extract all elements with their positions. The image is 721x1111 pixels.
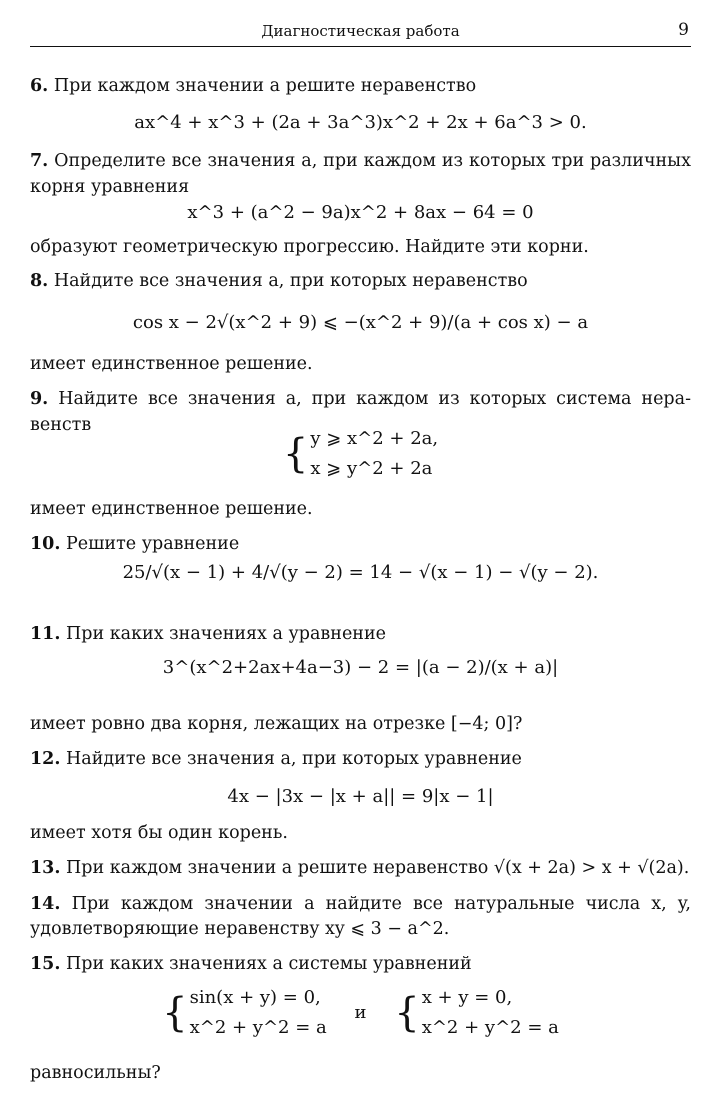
formula-13: √(x + 2a) > x + √(2a). [493,858,690,878]
problem-11 [30,623,386,645]
problem-11-line2: имеет ровно два корня, лежащих на отрезке [−4; 0]? [30,714,523,734]
problem-number: 15. [30,954,61,974]
page-number: 9 [678,20,689,40]
problem-14 [30,893,691,915]
system-line: x ⩾ y^2 + 2a [310,458,433,479]
problem-13 [30,857,689,879]
problem-number: 11. [30,624,61,644]
problem-text: Найдите все значения a, при которых уравнение [66,749,522,769]
system-1-line-2: x^2 + y^2 = a [189,1017,327,1038]
system-2-line-1: x + y = 0, [421,987,513,1008]
problem-12-line2: имеет хотя бы один корень. [30,823,288,843]
formula-12: 4x − |3x − |x + a|| = 9|x − 1| [227,786,494,807]
problem-10 [30,533,239,555]
problem-number: 7. [30,151,49,171]
problem-8 [30,270,528,292]
problem-12 [30,748,522,770]
problem-text: При каждом значении a найдите все натуральные числа x, y, [71,894,691,914]
problem-15 [30,953,472,975]
formula-7: x^3 + (a^2 − 9a)x^2 + 8ax − 64 = 0 [187,202,534,223]
problem-8-line2: имеет единственное решение. [30,354,313,374]
problem-9 [30,388,691,410]
problem-number: 6. [30,76,49,96]
problem-text: Решите уравнение [66,534,240,554]
problem-number: 13. [30,858,61,878]
left-brace: { [282,431,309,477]
problem-9-line3: имеет единственное решение. [30,499,313,519]
formula-6: ax^4 + x^3 + (2a + 3a^3)x^2 + 2x + 6a^3 > 0. [134,112,587,133]
problem-6 [30,75,476,97]
problem-15-line2: равносильны? [30,1063,161,1083]
problem-text: При каких значениях a уравнение [66,624,386,644]
problem-14-line2: удовлетворяющие неравенству xy ⩽ 3 − a^2. [30,919,450,939]
problem-7-line3: образуют геометрическую прогрессию. Найдите эти корни. [30,237,589,257]
formula-8: cos x − 2√(x^2 + 9) ⩽ −(x^2 + 9)/(a + cos x) − a [132,312,589,333]
problem-number: 10. [30,534,61,554]
problem-7 [30,150,691,172]
system-line: y ⩾ x^2 + 2a, [310,428,439,449]
formula-10: 25/√(x − 1) + 4/√(y − 2) = 14 − √(x − 1) − √(y − 2). [122,562,599,583]
problem-text: Найдите все значения a, при каждом из которых система нера- [58,389,691,409]
left-brace: { [162,990,188,1036]
conjunction: и [354,1002,367,1023]
running-header [30,14,691,47]
problem-number: 12. [30,749,61,769]
formula-15 [30,983,691,1043]
problem-text: Найдите все значения a, при которых неравенство [53,271,528,291]
problem-text: При каждом значении a решите неравенство [66,858,489,878]
problem-text: При каких значениях a системы уравнений [66,954,472,974]
formula-11: 3^(x^2+2ax+4a−3) − 2 = |(a − 2)/(x + a)| [162,657,559,678]
system-1-line-1: sin(x + y) = 0, [189,987,321,1008]
problem-7-line2: корня уравнения [30,177,190,197]
formula-9 [30,424,691,484]
problem-text: При каждом значении a решите неравенство [53,76,477,96]
problem-number: 9. [30,389,49,409]
problem-number: 8. [30,271,49,291]
problem-text: Определите все значения a, при каждом из которых три различных [54,151,691,171]
left-brace: { [394,990,420,1036]
problem-number: 14. [30,894,61,914]
system-2-line-2: x^2 + y^2 = a [421,1017,559,1038]
problem-9-line2: венств [30,415,92,435]
header-title: Диагностическая работа [261,22,460,40]
